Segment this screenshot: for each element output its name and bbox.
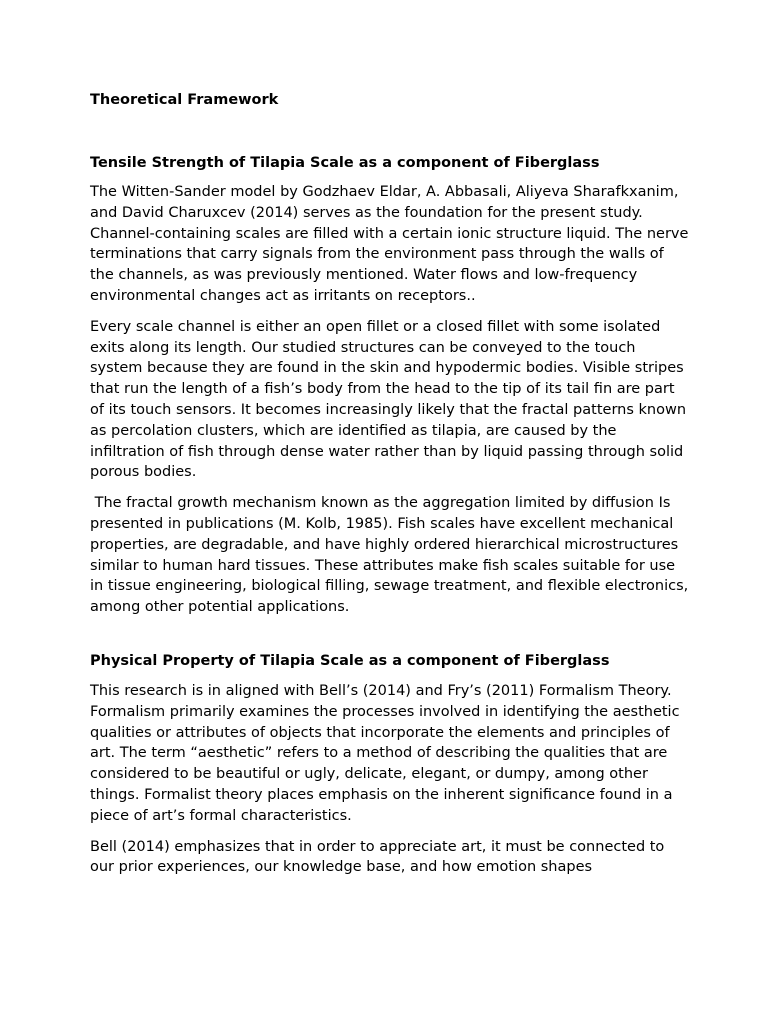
paragraph: This research is in aligned with Bell’s (2014) and Fry’s (2011) Formalism Theory. Formalism primarily examines the processes involved in identifying the aesthetic qualities or attributes of objects that incorporate the elements and principles of art. The term “aesthetic” refers to a method of describing the qualities that are considered to be beautiful or ugly, delicate, elegant, or dumpy, among other things. Formalist theory places emphasis on the inherent significance found in a piece of art’s formal characteristics. [90, 682, 680, 824]
paragraph: Bell (2014) emphasizes that in order to appreciate art, it must be connected to our prior experiences, our knowledge base, and how emotion shapes [90, 838, 665, 876]
paragraph: The fractal growth mechanism known as the aggregation limited by diffusion Is presented in publications (M. Kolb, 1985). Fish scales have excellent mechanical properties, are degradable, and have highly ordered hierarchical microstructures similar to human hard tissues. These attributes make fish scales suitable for use in tissue engineering, biological filling, sewage treatment, and flexible electronics, among other potential applications. [90, 495, 693, 616]
section-heading-physical-property: Physical Property of Tilapia Scale as a component of Fiberglass [90, 652, 610, 669]
section-heading-tensile-strength: Tensile Strength of Tilapia Scale as a component of Fiberglass [90, 155, 600, 171]
document-body [90, 90, 693, 878]
paragraph: Every scale channel is either an open fillet or a closed fillet with some isolated exits along its length. Our studied structures can be conveyed to the touch system because they are found in the skin and hypodermic bodies. Visible stripes that run the length of a fish’s body from the head to the tip of its tail fin are part of its touch sensors. It becomes increasingly likely that the fractal patterns known as percolation clusters, which are identified as tilapia, are caused by the infiltration of fish through dense water rather than by liquid passing through solid porous bodies. [90, 318, 687, 481]
document-title: Theoretical Framework [90, 92, 279, 108]
paragraph: The Witten-Sander model by Godzhaev Eldar, A. Abbasali, Aliyeva Sharafkxanim, and David Charuxcev (2014) serves as the foundation for the present study. Channel-containing scales are filled with a certain ionic structure liquid. The nerve terminations that carry signals from the environment pass through the walls of the channels, as was previously mentioned. Water flows and low-frequency environmental changes act as irritants on receptors.. [90, 184, 689, 304]
